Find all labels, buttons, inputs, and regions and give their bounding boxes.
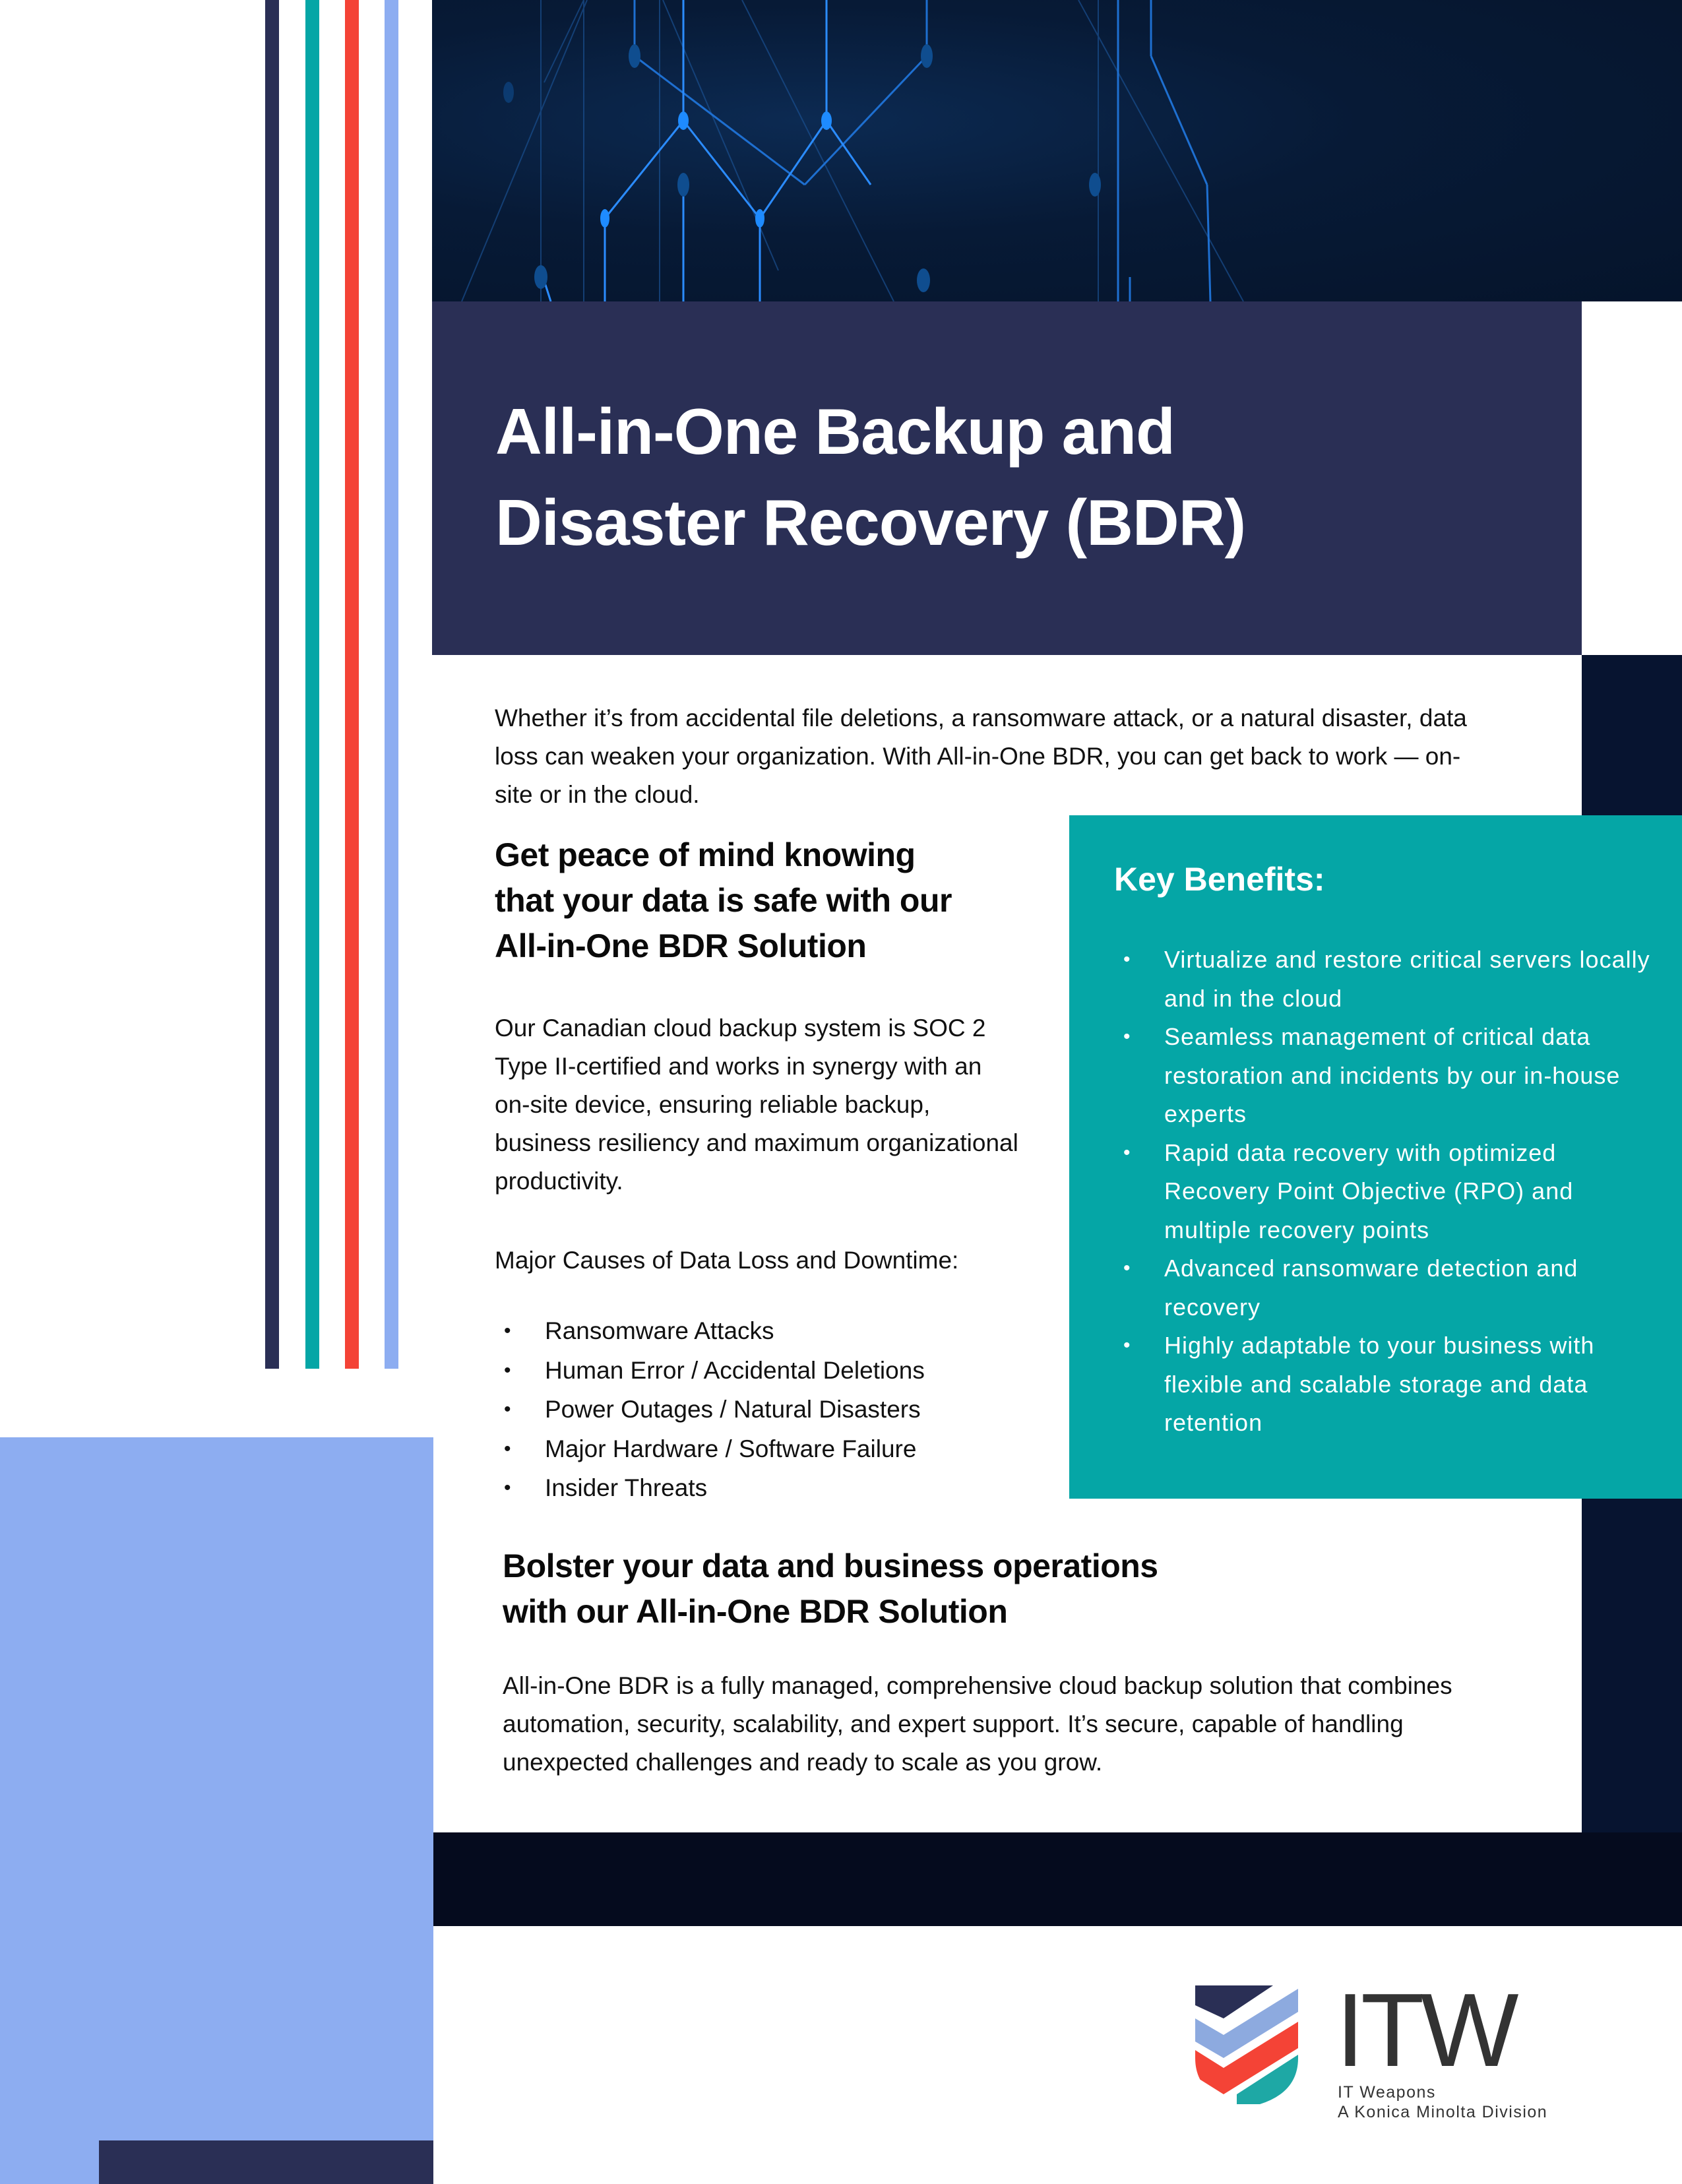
canadian-cloud-paragraph: Our Canadian cloud backup system is SOC 2 Type II-certified and works in synergy with an on-site device, ensuring reliable backup, business resiliency and maximum organizational productivity. — [495, 1014, 1018, 1195]
title-line-1: All-in-One Backup and — [495, 395, 1175, 468]
bolster-paragraph: All-in-One BDR is a fully managed, comprehensive cloud backup solution that combines automation, security, scalability, and expert support. It’s secure, capable of handling unexpected challenges and ready to scale as you grow. — [503, 1672, 1452, 1776]
stripe-teal — [305, 0, 319, 1369]
stripe-red — [345, 0, 359, 1369]
stripe-light-blue — [385, 0, 398, 1369]
list-item: • Advanced ransomware detection and recovery — [1114, 1249, 1655, 1326]
key-benefits-box — [1069, 815, 1682, 1499]
list-item: • Power Outages / Natural Disasters — [495, 1390, 1055, 1429]
heading-line: Bolster your data and business operations — [503, 1547, 1158, 1584]
bullet-icon: • — [1123, 1257, 1131, 1279]
shield-chevron-icon — [1187, 1972, 1306, 2104]
list-item: • Seamless management of critical data restoration and incidents by our in-house experts — [1114, 1018, 1655, 1134]
peace-of-mind-heading — [495, 832, 1036, 969]
bullet-icon: • — [1123, 1334, 1131, 1356]
causes-label: Major Causes of Data Loss and Downtime: — [495, 1247, 959, 1274]
intro-paragraph: Whether it’s from accidental file deletions, a ransomware attack, or a natural disaster, data loss can weaken your organization. With All-in-One BDR, you can get back to work — on-site or in the cloud. — [495, 704, 1467, 808]
page-title — [495, 386, 1245, 568]
heading-line: with our All-in-One BDR Solution — [503, 1593, 1008, 1630]
bullet-icon: • — [504, 1398, 511, 1420]
bullet-icon: • — [504, 1437, 511, 1460]
heading-line: Get peace of mind knowing — [495, 836, 916, 873]
causes-list — [495, 1311, 1055, 1508]
list-item: • Highly adaptable to your business with flexible and scalable storage and data retention — [1114, 1326, 1655, 1443]
logo-wordmark: ITW — [1336, 1972, 1515, 2088]
bullet-icon: • — [504, 1320, 511, 1342]
heading-line: that your data is safe with our — [495, 882, 952, 919]
heading-line: All-in-One BDR Solution — [495, 927, 867, 964]
bolster-heading — [503, 1544, 1360, 1635]
title-line-2: Disaster Recovery (BDR) — [495, 486, 1246, 559]
network-nodes-icon — [432, 0, 1682, 301]
logo-company-name: IT Weapons — [1338, 2083, 1436, 2102]
light-blue-block — [0, 1437, 433, 2184]
stripe-navy — [265, 0, 279, 1369]
list-item: • Rapid data recovery with optimized Recovery Point Objective (RPO) and multiple recovery points — [1114, 1134, 1655, 1250]
logo-division: A Konica Minolta Division — [1338, 2103, 1548, 2121]
list-item: • Human Error / Accidental Deletions — [495, 1351, 1055, 1390]
list-item: • Ransomware Attacks — [495, 1311, 1055, 1351]
bullet-icon: • — [1123, 949, 1131, 970]
dark-bottom-band — [432, 1832, 1682, 1926]
list-item: • Insider Threats — [495, 1468, 1055, 1508]
bullet-icon: • — [1123, 1141, 1131, 1164]
bullet-icon: • — [504, 1477, 511, 1499]
itw-logo — [1187, 1972, 1616, 2121]
benefits-list — [1114, 941, 1655, 1443]
list-item: • Virtualize and restore critical servers locally and in the cloud — [1114, 941, 1655, 1018]
bullet-icon: • — [504, 1359, 511, 1381]
key-benefits-heading: Key Benefits: — [1114, 861, 1325, 898]
hero-network-image — [432, 0, 1682, 301]
list-item: • Major Hardware / Software Failure — [495, 1429, 1055, 1469]
title-banner — [432, 301, 1582, 655]
bullet-icon: • — [1123, 1026, 1131, 1047]
navy-footer-bar — [99, 2140, 433, 2184]
